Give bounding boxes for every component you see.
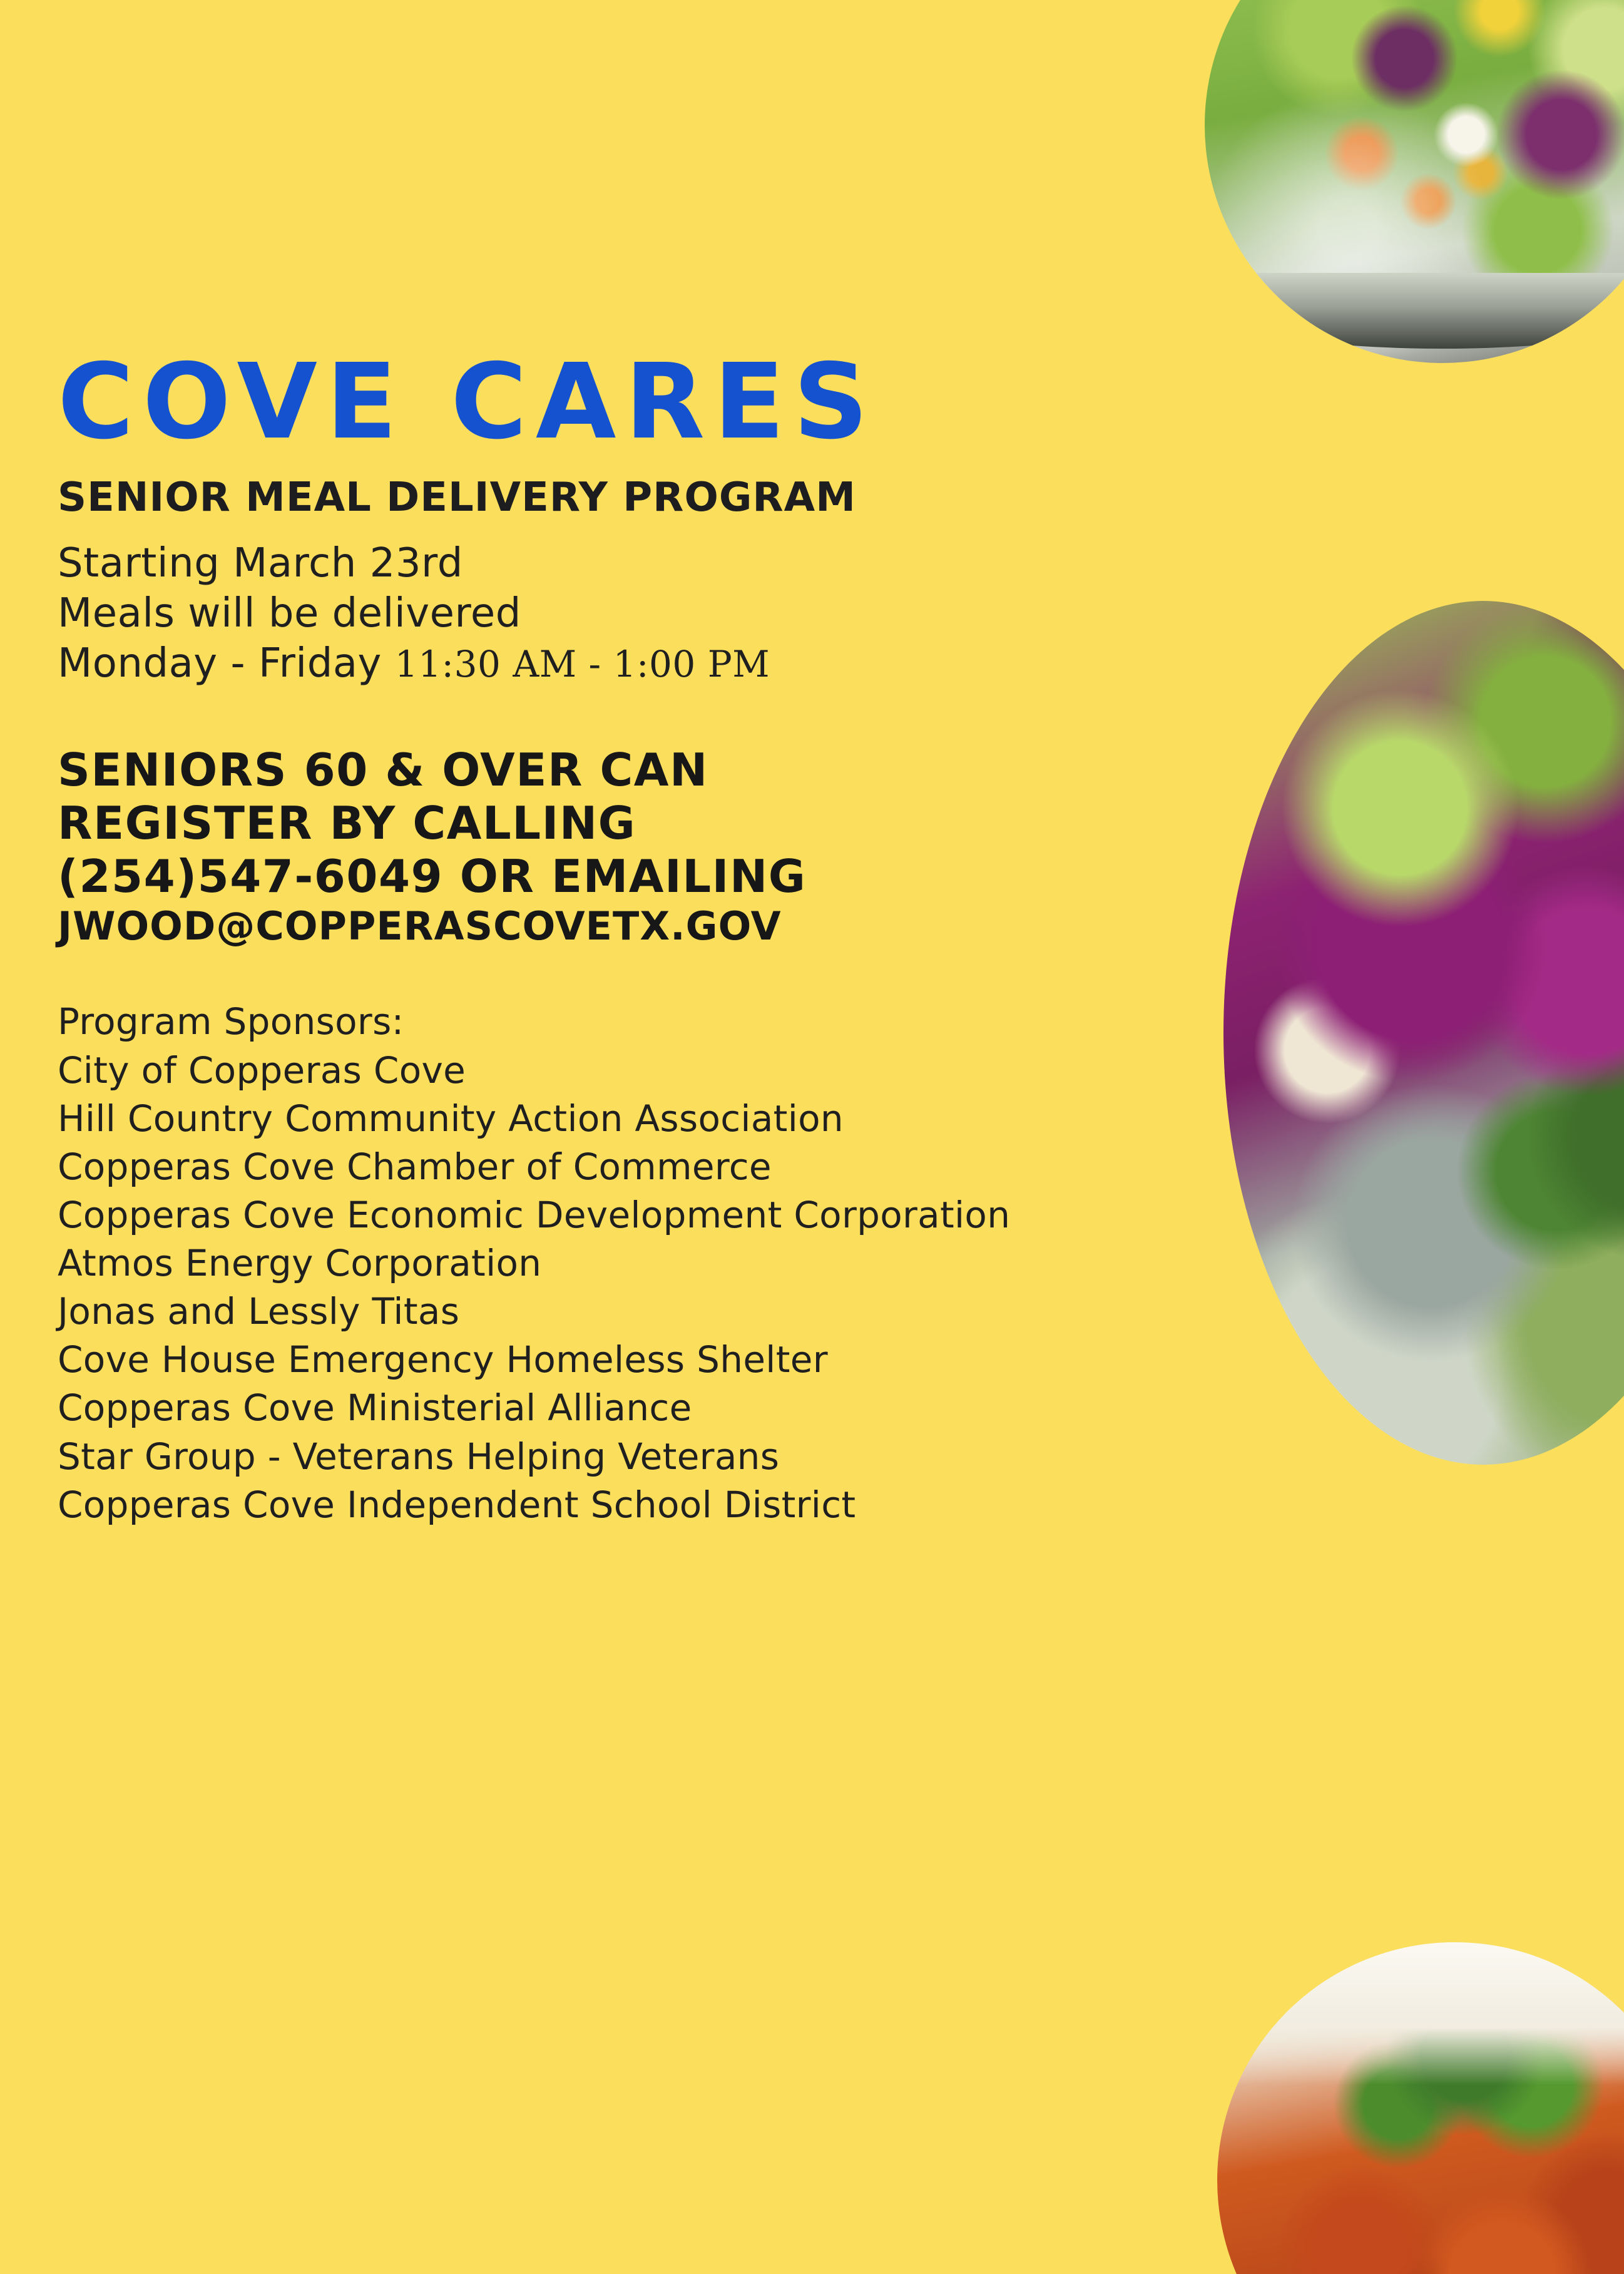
sponsors-section: [58, 998, 1197, 1529]
bowl-rim-shape: [1214, 273, 1624, 349]
register-phone-line: (254)547-6049 OR EMAILING: [58, 850, 807, 903]
flyer-content: [58, 342, 1197, 1529]
register-email: JWOOD@COPPERASCOVETX.GOV: [58, 903, 782, 950]
list-item: City of Copperas Cove: [58, 1048, 466, 1092]
register-line-2: REGISTER BY CALLING: [58, 797, 636, 850]
salad-bowl-photo: [1205, 0, 1624, 363]
pasta-with-basil-photo: [1217, 1942, 1624, 2274]
list-item: Jonas and Lessly Titas: [58, 1290, 460, 1333]
intro-start-date: Starting March 23rd: [58, 540, 463, 587]
list-item: Star Group - Veterans Helping Veterans: [58, 1435, 780, 1478]
page-title: COVE CARES: [58, 342, 877, 463]
program-subtitle: SENIOR MEAL DELIVERY PROGRAM: [58, 474, 856, 521]
plate-rim-shape: [1217, 1942, 1624, 2085]
schedule-days: Monday - Friday: [58, 640, 382, 687]
registration-instructions: [58, 744, 1197, 949]
list-item: Copperas Cove Independent School District: [58, 1483, 856, 1526]
list-item: Copperas Cove Chamber of Commerce: [58, 1145, 772, 1188]
register-line-1: SENIORS 60 & OVER CAN: [58, 744, 708, 797]
fresh-vegetables-photo: [1223, 601, 1624, 1465]
list-item: Cove House Emergency Homeless Shelter: [58, 1338, 828, 1381]
list-item: Hill Country Community Action Association: [58, 1097, 844, 1140]
schedule-time: 11:30 AM - 1:00 PM: [394, 643, 770, 686]
list-item: Atmos Energy Corporation: [58, 1242, 542, 1285]
list-item: Copperas Cove Economic Development Corporation: [58, 1193, 1011, 1236]
sponsors-heading: Program Sponsors:: [58, 1000, 404, 1043]
intro-delivery-note: Meals will be delivered: [58, 590, 521, 637]
intro-schedule: [58, 638, 1197, 689]
list-item: Copperas Cove Ministerial Alliance: [58, 1386, 692, 1430]
